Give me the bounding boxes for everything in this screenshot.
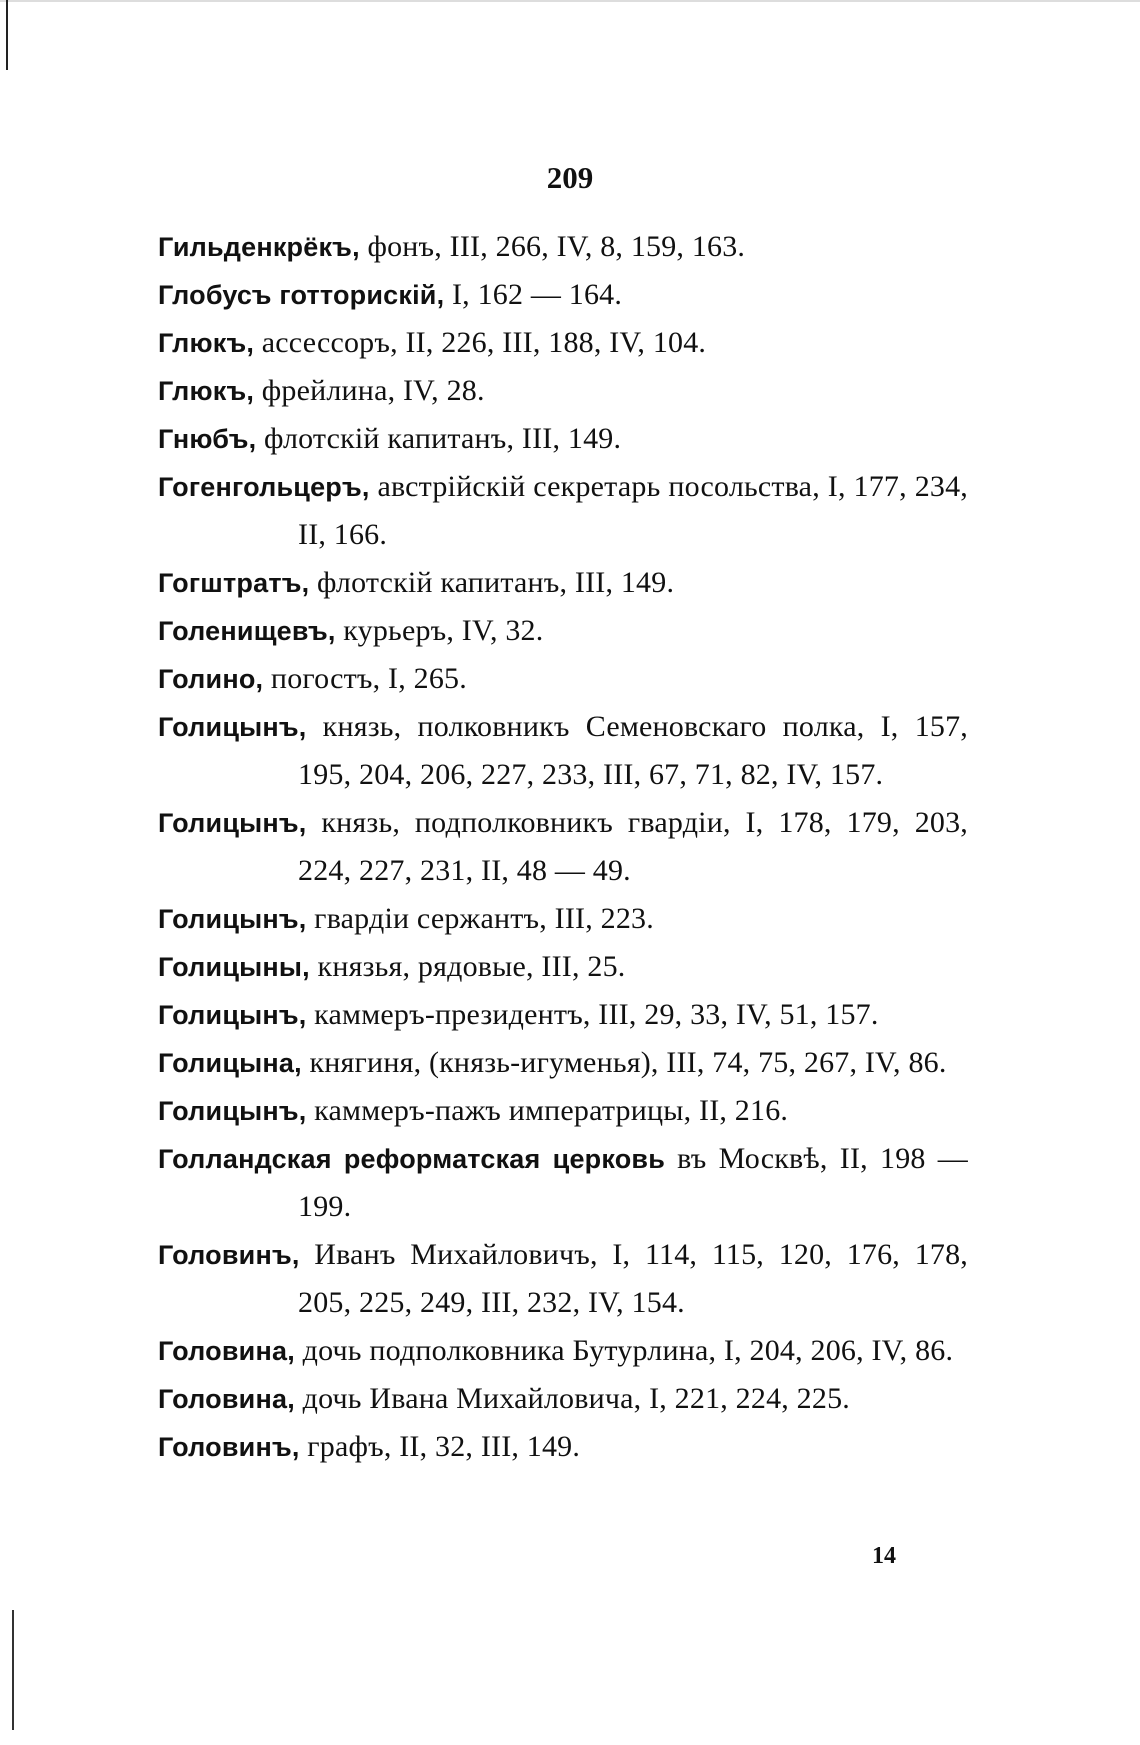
entry-references: ассессоръ, II, 226, III, 188, IV, 104. <box>254 326 707 359</box>
index-entry <box>158 1087 968 1135</box>
index-entry <box>158 943 968 991</box>
index-entry <box>158 655 968 703</box>
entry-references: дочь подполковника Бутурлина, I, 204, 206, IV, 86. <box>294 1334 954 1367</box>
entry-heading: Голицынъ, <box>158 712 307 742</box>
entry-heading: Головина, <box>158 1336 295 1366</box>
index-entry <box>158 223 968 271</box>
entry-references: австрійскій секретарь посольства, I, 177, 234, II, 166. <box>298 470 968 551</box>
entry-heading: Голицынъ, <box>158 904 307 934</box>
index-entry <box>158 1231 968 1327</box>
entry-heading: Голино, <box>158 664 264 694</box>
index-entry <box>158 607 968 655</box>
entry-references: графъ, II, 32, III, 149. <box>299 1430 581 1463</box>
index-entry <box>158 367 968 415</box>
entry-heading: Голицына, <box>158 1048 302 1078</box>
entry-heading: Голенищевъ, <box>158 616 336 646</box>
entry-references: каммеръ-президентъ, III, 29, 33, IV, 51, 157. <box>306 998 879 1031</box>
entry-heading: Гнюбъ, <box>158 424 257 454</box>
printer-signature: 14 <box>872 1543 896 1569</box>
entry-references: флотскій капитанъ, III, 149. <box>256 422 622 455</box>
entry-references: курьеръ, IV, 32. <box>335 614 544 647</box>
index-entry <box>158 415 968 463</box>
entry-references: фонъ, III, 266, IV, 8, 159, 163. <box>359 230 746 263</box>
entry-heading: Голицыны, <box>158 952 310 982</box>
index-entry <box>158 703 968 799</box>
index-entry <box>158 895 968 943</box>
entry-references: князья, рядовые, III, 25. <box>309 950 626 983</box>
entry-references: гвардіи сержантъ, III, 223. <box>306 902 654 935</box>
entry-heading: Головинъ, <box>158 1240 300 1270</box>
entry-heading: Головинъ, <box>158 1432 300 1462</box>
index-entry <box>158 1327 968 1375</box>
entry-references: погостъ, I, 265. <box>263 662 467 695</box>
entry-references: каммеръ-пажъ императрицы, II, 216. <box>306 1094 789 1127</box>
index-entry <box>158 991 968 1039</box>
index-entry <box>158 1135 968 1231</box>
scan-border-left-lower <box>12 1610 14 1730</box>
entry-heading: Гогенгольцеръ, <box>158 472 370 502</box>
entry-references: князь, подполковникъ гвардіи, I, 178, 179, 203, 224, 227, 231, II, 48 — 49. <box>298 806 968 887</box>
entry-references: I, 162 — 164. <box>444 278 623 311</box>
entry-references: въ Москвѣ, II, 198 — 199. <box>298 1142 968 1223</box>
index-list <box>158 223 968 1471</box>
entry-heading: Голландская реформатская церковь <box>158 1144 665 1174</box>
entry-heading: Гогштратъ, <box>158 568 310 598</box>
entry-references: Иванъ Михайловичъ, I, 114, 115, 120, 176, 178, 205, 225, 249, III, 232, IV, 154. <box>298 1238 968 1319</box>
entry-references: княгиня, (князь-игуменья), III, 74, 75, 267, IV, 86. <box>301 1046 947 1079</box>
index-entry <box>158 319 968 367</box>
index-entry <box>158 271 968 319</box>
entry-heading: Голицынъ, <box>158 1096 307 1126</box>
entry-references: князь, полковникъ Семеновскаго полка, I, 157, 195, 204, 206, 227, 233, III, 67, 71, 82, IV, 157. <box>298 710 968 791</box>
index-entry <box>158 1039 968 1087</box>
scan-border-left <box>6 0 8 70</box>
entry-heading: Глюкъ, <box>158 376 255 406</box>
entry-heading: Голицынъ, <box>158 808 307 838</box>
entry-heading: Голицынъ, <box>158 1000 307 1030</box>
entry-heading: Гильденкрёкъ, <box>158 232 360 262</box>
scan-border-top <box>0 0 1140 2</box>
index-entry <box>158 559 968 607</box>
entry-heading: Глобусъ готторискій, <box>158 280 445 310</box>
entry-heading: Головина, <box>158 1384 295 1414</box>
index-entry <box>158 1375 968 1423</box>
page-number: 209 <box>546 160 594 195</box>
index-entry <box>158 799 968 895</box>
index-entry <box>158 463 968 559</box>
entry-references: фрейлина, IV, 28. <box>254 374 485 407</box>
index-entry <box>158 1423 968 1471</box>
entry-heading: Глюкъ, <box>158 328 255 358</box>
entry-references: флотскій капитанъ, III, 149. <box>309 566 675 599</box>
entry-references: дочь Ивана Михайловича, I, 221, 224, 225. <box>294 1382 850 1415</box>
